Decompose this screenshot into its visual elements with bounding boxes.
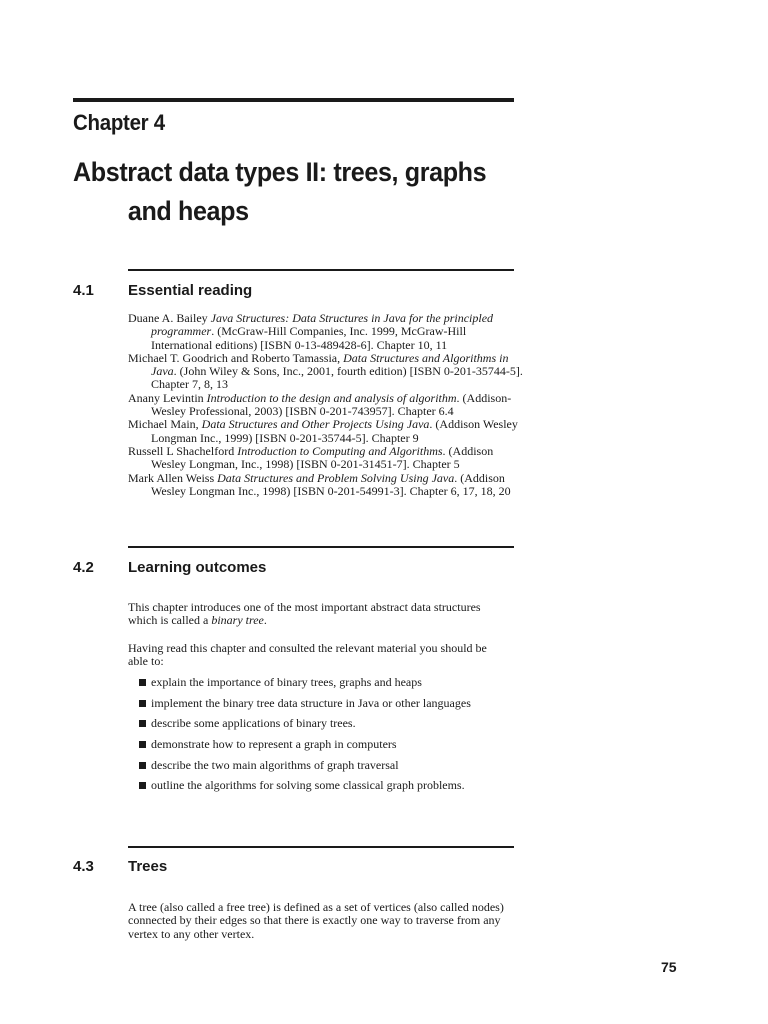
list-item: outline the algorithms for solving some classical graph problems. bbox=[139, 779, 519, 792]
reading-list bbox=[128, 312, 528, 498]
bullet-square-icon bbox=[139, 679, 146, 686]
section-rule-4-1 bbox=[128, 269, 514, 271]
list-item: explain the importance of binary trees, graphs and heaps bbox=[139, 676, 519, 689]
section-number-4-1: 4.1 bbox=[73, 282, 94, 299]
reference-item: Russell L Shachelford Introduction to Computing and Algorithms. (Addison Wesley Longman, Inc., 1998) [ISBN 0-201-31451-7]. Chapter 5 bbox=[128, 443, 494, 472]
chapter-label: Chapter 4 bbox=[73, 110, 165, 135]
section-number-4-2: 4.2 bbox=[73, 559, 94, 576]
reference-item: Michael Main, Data Structures and Other Projects Using Java. (Addison Wesley Longman Inc., 1999) [ISBN 0-201-35744-5]. Chapter 9 bbox=[128, 417, 518, 445]
reference-item: Michael T. Goodrich and Roberto Tamassia, Data Structures and Algorithms in Java. (John Wiley & Sons, Inc., 2001, fourth edition) [ISBN 0-201-35744-5]. Chapter 7, 8, 13 bbox=[128, 350, 523, 392]
bullet-square-icon bbox=[139, 700, 146, 707]
learning-intro-paragraph: This chapter introduces one of the most important abstract data structures which is called a binary tree. bbox=[128, 600, 481, 628]
section-rule-4-2 bbox=[128, 546, 514, 548]
reference-item: Mark Allen Weiss Data Structures and Problem Solving Using Java. (Addison Wesley Longman Inc., 1998) [ISBN 0-201-54991-3]. Chapter 6, 17, 18, 20 bbox=[128, 470, 511, 498]
bullet-square-icon bbox=[139, 720, 146, 727]
section-title-learning-outcomes: Learning outcomes bbox=[128, 559, 267, 576]
page-number: 75 bbox=[661, 959, 677, 975]
trees-paragraph: A tree (also called a free tree) is defined as a set of vertices (also called nodes) connected by their edges so that there is exactly one way to traverse from any vertex to any other vertex. bbox=[128, 900, 504, 941]
chapter-top-rule bbox=[73, 98, 514, 102]
section-number-4-3: 4.3 bbox=[73, 858, 94, 875]
section-rule-4-3 bbox=[128, 846, 514, 848]
chapter-title bbox=[73, 153, 501, 231]
list-item: describe some applications of binary trees. bbox=[139, 717, 519, 730]
section-title-trees: Trees bbox=[128, 858, 168, 875]
learning-lead-paragraph: Having read this chapter and consulted the relevant material you should be able to: bbox=[128, 641, 487, 669]
bullet-square-icon bbox=[139, 762, 146, 769]
section-title-essential-reading: Essential reading bbox=[128, 282, 253, 299]
learning-outcomes-list bbox=[139, 676, 519, 800]
list-item: describe the two main algorithms of graph traversal bbox=[139, 759, 519, 772]
list-item: demonstrate how to represent a graph in computers bbox=[139, 738, 519, 751]
chapter-title-line-1: Abstract data types II: trees, graphs bbox=[73, 157, 487, 187]
list-item: implement the binary tree data structure in Java or other languages bbox=[139, 697, 519, 710]
bullet-square-icon bbox=[139, 741, 146, 748]
reference-item: Duane A. Bailey Java Structures: Data Structures in Java for the principled programmer. (McGraw-Hill Companies, Inc. 1999, McGraw-Hill International editions) [ISBN 0-13-489428-6]. Chapter 10, 11 bbox=[128, 311, 494, 352]
reference-item: Anany Levintin Introduction to the design and analysis of algorithm. (Addison-Wesley Professional, 2003) [ISBN 0-201-743957]. Chapter 6.4 bbox=[128, 390, 512, 419]
bullet-square-icon bbox=[139, 782, 146, 789]
chapter-title-line-2: and heaps bbox=[127, 196, 249, 226]
